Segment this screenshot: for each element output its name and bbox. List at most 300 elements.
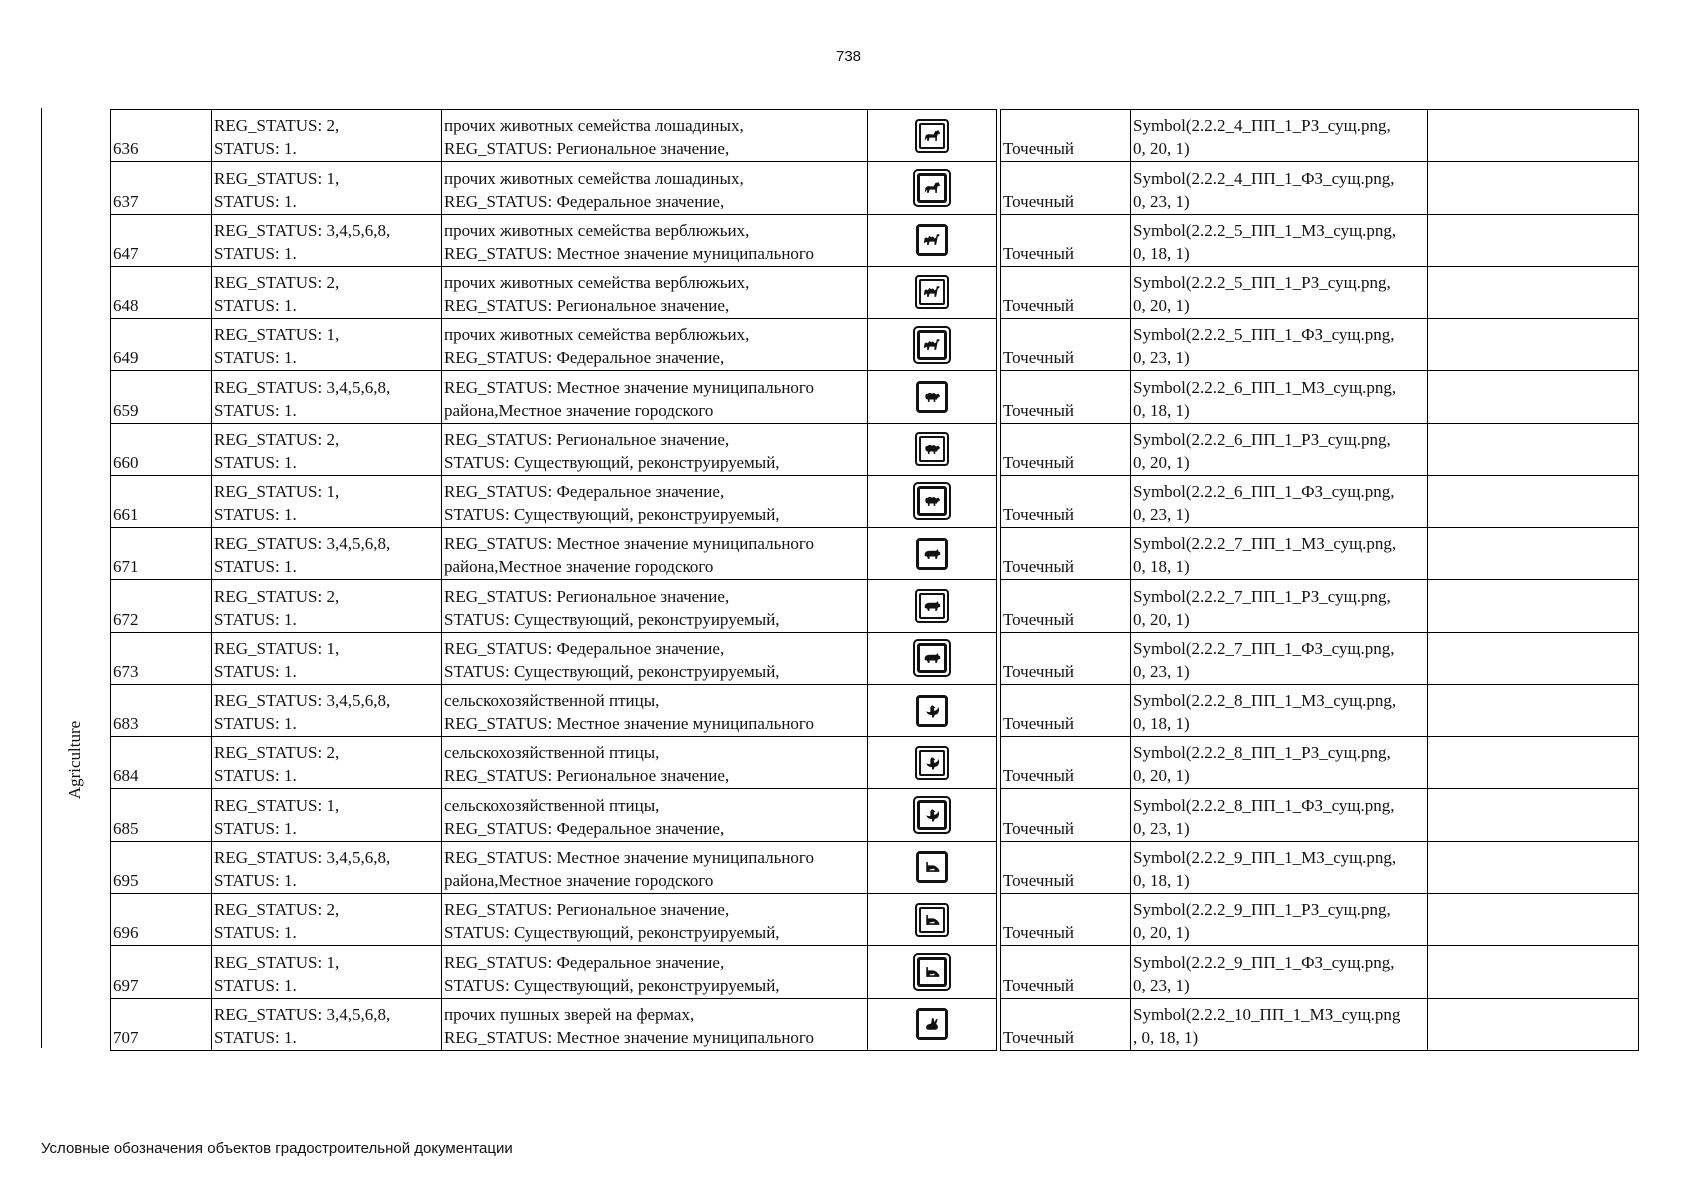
style-cell — [1131, 789, 1428, 841]
description-cell-line: прочих животных семейства верблюжьих, — [444, 220, 750, 240]
style-cell — [1131, 998, 1428, 1050]
geometry-cell — [1001, 841, 1131, 893]
sheep-icon — [913, 482, 951, 520]
table-row — [111, 841, 1639, 893]
filter-cell-line: STATUS: 1. — [214, 870, 297, 890]
description-cell — [442, 371, 868, 423]
description-cell-line: STATUS: Существующий, реконструируемый, — [444, 975, 780, 995]
pig-icon — [915, 589, 949, 623]
style-cell — [1131, 737, 1428, 789]
row-id-cell — [111, 998, 212, 1050]
style-cell-line: Symbol(2.2.2_4_ПП_1_РЗ_сущ.png, — [1133, 116, 1391, 136]
style-cell — [1131, 580, 1428, 632]
table-row — [111, 632, 1639, 684]
description-cell — [442, 214, 868, 266]
geometry-cell-line: Точечный — [1003, 505, 1075, 525]
symbol-cell — [868, 475, 997, 527]
symbol-cell — [868, 319, 997, 371]
description-cell — [442, 162, 868, 214]
style-cell-line: Symbol(2.2.2_9_ПП_1_ФЗ_сущ.png, — [1133, 952, 1395, 972]
poultry-icon — [913, 796, 951, 834]
style-cell — [1131, 423, 1428, 475]
row-id-cell — [111, 632, 212, 684]
filter-cell — [212, 110, 442, 162]
empty-cell — [1428, 632, 1639, 684]
row-id-cell-line: 647 — [113, 243, 139, 263]
filter-cell-line: STATUS: 1. — [214, 557, 297, 577]
symbol-cell — [868, 423, 997, 475]
geometry-cell — [1001, 684, 1131, 736]
geometry-cell-line: Точечный — [1003, 766, 1075, 786]
row-id-cell-line: 685 — [113, 818, 139, 838]
filter-cell-line: REG_STATUS: 1, — [214, 952, 340, 972]
filter-cell-line: STATUS: 1. — [214, 766, 297, 786]
fish-icon — [916, 851, 948, 883]
document-footer: Условные обозначения объектов градостроительной документации — [41, 1140, 513, 1157]
style-cell-line: 0, 18, 1) — [1133, 870, 1190, 890]
filter-cell-line: STATUS: 1. — [214, 243, 297, 263]
row-id-cell — [111, 684, 212, 736]
geometry-cell — [1001, 214, 1131, 266]
description-cell — [442, 110, 868, 162]
filter-cell-line: STATUS: 1. — [214, 975, 297, 995]
description-cell — [442, 475, 868, 527]
filter-cell — [212, 266, 442, 318]
style-cell — [1131, 684, 1428, 736]
filter-cell-line: REG_STATUS: 2, — [214, 900, 340, 920]
description-cell-line: REG_STATUS: Региональное значение, — [444, 139, 730, 159]
description-cell-line: REG_STATUS: Местное значение муниципального — [444, 377, 814, 397]
geometry-cell — [1001, 737, 1131, 789]
side-rule — [41, 108, 42, 1048]
geometry-cell-line: Точечный — [1003, 400, 1075, 420]
style-cell-line: Symbol(2.2.2_6_ПП_1_ФЗ_сущ.png, — [1133, 482, 1395, 502]
description-cell — [442, 423, 868, 475]
sheep-icon — [916, 381, 948, 413]
filter-cell-line: STATUS: 1. — [214, 609, 297, 629]
table-row — [111, 319, 1639, 371]
symbol-cell — [868, 371, 997, 423]
rabbit-icon — [916, 1008, 948, 1040]
camel-icon — [913, 326, 951, 364]
style-cell-line: Symbol(2.2.2_10_ПП_1_МЗ_сущ.png — [1133, 1005, 1401, 1024]
style-cell — [1131, 893, 1428, 945]
style-cell-line: 0, 18, 1) — [1133, 400, 1190, 420]
filter-cell-line: REG_STATUS: 1, — [214, 482, 340, 502]
symbol-legend-table — [110, 109, 1639, 1051]
row-id-cell-line: 696 — [113, 923, 139, 943]
style-cell-line: 0, 18, 1) — [1133, 557, 1190, 577]
style-cell-line: 0, 23, 1) — [1133, 661, 1190, 681]
filter-cell-line: REG_STATUS: 1, — [214, 795, 340, 815]
description-cell-line: REG_STATUS: Местное значение муниципального — [444, 243, 814, 263]
filter-cell-line: STATUS: 1. — [214, 505, 297, 525]
table-row — [111, 946, 1639, 998]
style-cell-line: Symbol(2.2.2_4_ПП_1_ФЗ_сущ.png, — [1133, 168, 1395, 188]
description-cell-line: REG_STATUS: Федеральное значение, — [444, 348, 725, 368]
style-cell-line: 0, 23, 1) — [1133, 191, 1190, 211]
filter-cell-line: REG_STATUS: 3,4,5,6,8, — [214, 691, 391, 711]
geometry-cell — [1001, 371, 1131, 423]
style-cell — [1131, 319, 1428, 371]
description-cell-line: STATUS: Существующий, реконструируемый, — [444, 661, 780, 681]
geometry-cell-line: Точечный — [1003, 714, 1075, 734]
geometry-cell-line: Точечный — [1003, 348, 1075, 368]
description-cell — [442, 789, 868, 841]
description-cell-line: REG_STATUS: Региональное значение, — [444, 586, 730, 606]
table-row — [111, 737, 1639, 789]
poultry-icon — [916, 695, 948, 727]
row-id-cell — [111, 475, 212, 527]
geometry-cell — [1001, 580, 1131, 632]
row-id-cell — [111, 423, 212, 475]
description-cell-line: REG_STATUS: Федеральное значение, — [444, 191, 725, 211]
description-cell-line: REG_STATUS: Федеральное значение, — [444, 638, 725, 658]
row-id-cell-line: 671 — [113, 557, 139, 577]
empty-cell — [1428, 214, 1639, 266]
row-id-cell-line: 683 — [113, 714, 139, 734]
table-row — [111, 423, 1639, 475]
symbol-cell — [868, 528, 997, 580]
geometry-cell-line: Точечный — [1003, 139, 1075, 159]
row-id-cell — [111, 841, 212, 893]
empty-cell — [1428, 162, 1639, 214]
table-row — [111, 266, 1639, 318]
filter-cell-line: STATUS: 1. — [214, 452, 297, 472]
empty-cell — [1428, 423, 1639, 475]
style-cell-line: Symbol(2.2.2_5_ПП_1_ФЗ_сущ.png, — [1133, 325, 1395, 345]
geometry-cell-line: Точечный — [1003, 870, 1075, 890]
filter-cell — [212, 371, 442, 423]
table-row — [111, 110, 1639, 162]
symbol-cell — [868, 632, 997, 684]
description-cell-line: REG_STATUS: Местное значение муниципального — [444, 714, 814, 734]
description-cell-line: прочих животных семейства верблюжьих, — [444, 273, 750, 293]
style-cell-line: Symbol(2.2.2_9_ПП_1_РЗ_сущ.png, — [1133, 900, 1391, 920]
geometry-cell — [1001, 162, 1131, 214]
row-id-cell — [111, 266, 212, 318]
row-id-cell-line: 672 — [113, 609, 139, 629]
style-cell-line: Symbol(2.2.2_7_ПП_1_МЗ_сущ.png, — [1133, 534, 1397, 554]
empty-cell — [1428, 946, 1639, 998]
filter-cell-line: REG_STATUS: 3,4,5,6,8, — [214, 220, 391, 240]
filter-cell-line: REG_STATUS: 1, — [214, 325, 340, 345]
row-id-cell-line: 649 — [113, 348, 139, 368]
geometry-cell-line: Точечный — [1003, 296, 1075, 316]
row-id-cell — [111, 162, 212, 214]
empty-cell — [1428, 110, 1639, 162]
description-cell-line: STATUS: Существующий, реконструируемый, — [444, 452, 780, 472]
filter-cell-line: REG_STATUS: 2, — [214, 273, 340, 293]
style-cell-line: Symbol(2.2.2_7_ПП_1_ФЗ_сущ.png, — [1133, 638, 1395, 658]
style-cell-line: 0, 20, 1) — [1133, 452, 1190, 472]
style-cell-line: Symbol(2.2.2_8_ПП_1_ФЗ_сущ.png, — [1133, 795, 1395, 815]
description-cell-line: прочих пушных зверей на фермах, — [444, 1005, 695, 1024]
description-cell — [442, 580, 868, 632]
description-cell-line: сельскохозяйственной птицы, — [444, 691, 660, 711]
style-cell — [1131, 475, 1428, 527]
style-cell-line: Symbol(2.2.2_5_ПП_1_МЗ_сущ.png, — [1133, 220, 1397, 240]
description-cell-line: REG_STATUS: Региональное значение, — [444, 429, 730, 449]
filter-cell-line: STATUS: 1. — [214, 818, 297, 838]
filter-cell — [212, 893, 442, 945]
geometry-cell-line: Точечный — [1003, 1028, 1075, 1047]
row-id-cell-line: 697 — [113, 975, 139, 995]
description-cell — [442, 684, 868, 736]
description-cell-line: прочих животных семейства верблюжьих, — [444, 325, 750, 345]
empty-cell — [1428, 684, 1639, 736]
style-cell — [1131, 946, 1428, 998]
style-cell-line: 0, 23, 1) — [1133, 505, 1190, 525]
filter-cell — [212, 528, 442, 580]
table-row — [111, 789, 1639, 841]
style-cell-line: 0, 20, 1) — [1133, 609, 1190, 629]
style-cell-line: Symbol(2.2.2_7_ПП_1_РЗ_сущ.png, — [1133, 586, 1391, 606]
sheep-icon — [915, 432, 949, 466]
row-id-cell — [111, 319, 212, 371]
fish-icon — [915, 903, 949, 937]
geometry-cell-line: Точечный — [1003, 661, 1075, 681]
table-row — [111, 528, 1639, 580]
filter-cell — [212, 841, 442, 893]
empty-cell — [1428, 371, 1639, 423]
geometry-cell — [1001, 266, 1131, 318]
description-cell — [442, 266, 868, 318]
description-cell-line: REG_STATUS: Местное значение муниципального — [444, 847, 814, 867]
filter-cell-line: STATUS: 1. — [214, 348, 297, 368]
filter-cell-line: STATUS: 1. — [214, 661, 297, 681]
description-cell — [442, 893, 868, 945]
geometry-cell-line: Точечный — [1003, 557, 1075, 577]
table-row — [111, 475, 1639, 527]
description-cell — [442, 319, 868, 371]
style-cell-line: Symbol(2.2.2_8_ПП_1_МЗ_сущ.png, — [1133, 691, 1397, 711]
description-cell — [442, 632, 868, 684]
filter-cell-line: STATUS: 1. — [214, 400, 297, 420]
geometry-cell-line: Точечный — [1003, 243, 1075, 263]
filter-cell-line: STATUS: 1. — [214, 296, 297, 316]
empty-cell — [1428, 737, 1639, 789]
style-cell — [1131, 528, 1428, 580]
style-cell-line: Symbol(2.2.2_5_ПП_1_РЗ_сущ.png, — [1133, 273, 1391, 293]
style-cell — [1131, 841, 1428, 893]
filter-cell-line: STATUS: 1. — [214, 923, 297, 943]
row-id-cell-line: 659 — [113, 400, 139, 420]
row-id-cell — [111, 789, 212, 841]
symbol-cell — [868, 266, 997, 318]
empty-cell — [1428, 789, 1639, 841]
filter-cell-line: REG_STATUS: 2, — [214, 586, 340, 606]
description-cell-line: REG_STATUS: Местное значение муниципального — [444, 1028, 814, 1047]
description-cell-line: REG_STATUS: Региональное значение, — [444, 766, 730, 786]
symbol-cell — [868, 893, 997, 945]
style-cell-line: Symbol(2.2.2_8_ПП_1_РЗ_сущ.png, — [1133, 743, 1391, 763]
geometry-cell — [1001, 632, 1131, 684]
description-cell-line: сельскохозяйственной птицы, — [444, 743, 660, 763]
empty-cell — [1428, 475, 1639, 527]
description-cell-line: REG_STATUS: Местное значение муниципального — [444, 534, 814, 554]
style-cell-line: 0, 20, 1) — [1133, 766, 1190, 786]
symbol-cell — [868, 110, 997, 162]
geometry-cell — [1001, 893, 1131, 945]
empty-cell — [1428, 893, 1639, 945]
description-cell-line: сельскохозяйственной птицы, — [444, 795, 660, 815]
description-cell-line: REG_STATUS: Федеральное значение, — [444, 818, 725, 838]
empty-cell — [1428, 580, 1639, 632]
row-id-cell — [111, 110, 212, 162]
style-cell — [1131, 266, 1428, 318]
empty-cell — [1428, 528, 1639, 580]
row-id-cell — [111, 214, 212, 266]
style-cell-line: 0, 23, 1) — [1133, 818, 1190, 838]
symbol-cell — [868, 737, 997, 789]
style-cell-line: Symbol(2.2.2_9_ПП_1_МЗ_сущ.png, — [1133, 847, 1397, 867]
row-id-cell-line: 661 — [113, 505, 139, 525]
geometry-cell — [1001, 528, 1131, 580]
filter-cell — [212, 998, 442, 1050]
geometry-cell — [1001, 423, 1131, 475]
filter-cell — [212, 789, 442, 841]
pig-icon — [913, 639, 951, 677]
symbol-cell — [868, 684, 997, 736]
filter-cell — [212, 319, 442, 371]
empty-cell — [1428, 841, 1639, 893]
empty-cell — [1428, 998, 1639, 1050]
empty-cell — [1428, 266, 1639, 318]
description-cell — [442, 528, 868, 580]
row-id-cell — [111, 737, 212, 789]
filter-cell-line: REG_STATUS: 2, — [214, 743, 340, 763]
style-cell-line: , 0, 18, 1) — [1133, 1028, 1199, 1047]
row-id-cell — [111, 371, 212, 423]
table-row — [111, 371, 1639, 423]
description-cell-line: STATUS: Существующий, реконструируемый, — [444, 923, 780, 943]
symbol-cell — [868, 841, 997, 893]
description-cell-line: прочих животных семейства лошадиных, — [444, 116, 744, 136]
horse-icon — [913, 169, 951, 207]
table-row — [111, 580, 1639, 632]
filter-cell-line: REG_STATUS: 2, — [214, 116, 340, 136]
filter-cell-line: STATUS: 1. — [214, 139, 297, 159]
style-cell — [1131, 632, 1428, 684]
table-row — [111, 893, 1639, 945]
description-cell-line: прочих животных семейства лошадиных, — [444, 168, 744, 188]
row-id-cell-line: 707 — [113, 1028, 139, 1047]
geometry-cell-line: Точечный — [1003, 923, 1075, 943]
description-cell-line: STATUS: Существующий, реконструируемый, — [444, 505, 780, 525]
style-cell — [1131, 371, 1428, 423]
description-cell-line: REG_STATUS: Федеральное значение, — [444, 952, 725, 972]
style-cell-line: 0, 20, 1) — [1133, 139, 1190, 159]
row-id-cell-line: 695 — [113, 870, 139, 890]
geometry-cell-line: Точечный — [1003, 609, 1075, 629]
geometry-cell-line: Точечный — [1003, 191, 1075, 211]
filter-cell — [212, 684, 442, 736]
row-id-cell — [111, 580, 212, 632]
description-cell — [442, 841, 868, 893]
filter-cell-line: REG_STATUS: 1, — [214, 638, 340, 658]
description-cell-line: REG_STATUS: Региональное значение, — [444, 900, 730, 920]
style-cell-line: 0, 20, 1) — [1133, 923, 1190, 943]
description-cell-line: STATUS: Существующий, реконструируемый, — [444, 609, 780, 629]
description-cell-line: района,Местное значение городского — [444, 870, 714, 890]
geometry-cell — [1001, 475, 1131, 527]
filter-cell-line: REG_STATUS: 3,4,5,6,8, — [214, 1005, 391, 1024]
filter-cell-line: REG_STATUS: 3,4,5,6,8, — [214, 377, 391, 397]
pig-icon — [916, 538, 948, 570]
description-cell — [442, 946, 868, 998]
empty-cell — [1428, 319, 1639, 371]
filter-cell-line: STATUS: 1. — [214, 191, 297, 211]
description-cell-line: района,Местное значение городского — [444, 557, 714, 577]
style-cell-line: 0, 23, 1) — [1133, 348, 1190, 368]
row-id-cell — [111, 946, 212, 998]
camel-icon — [916, 224, 948, 256]
filter-cell — [212, 162, 442, 214]
style-cell — [1131, 214, 1428, 266]
style-cell-line: Symbol(2.2.2_6_ПП_1_РЗ_сущ.png, — [1133, 429, 1391, 449]
geometry-cell-line: Точечный — [1003, 452, 1075, 472]
style-cell-line: 0, 18, 1) — [1133, 714, 1190, 734]
filter-cell-line: REG_STATUS: 3,4,5,6,8, — [214, 534, 391, 554]
style-cell-line: 0, 23, 1) — [1133, 975, 1190, 995]
section-label: Agriculture — [65, 720, 84, 800]
style-cell-line: Symbol(2.2.2_6_ПП_1_МЗ_сущ.png, — [1133, 377, 1397, 397]
poultry-icon — [915, 746, 949, 780]
filter-cell — [212, 475, 442, 527]
symbol-cell — [868, 214, 997, 266]
description-cell — [442, 998, 868, 1050]
table-row — [111, 998, 1639, 1050]
row-id-cell-line: 660 — [113, 452, 139, 472]
geometry-cell-line: Точечный — [1003, 975, 1075, 995]
geometry-cell — [1001, 319, 1131, 371]
table-row — [111, 214, 1639, 266]
description-cell-line: REG_STATUS: Федеральное значение, — [444, 482, 725, 502]
geometry-cell — [1001, 946, 1131, 998]
filter-cell — [212, 946, 442, 998]
symbol-cell — [868, 162, 997, 214]
description-cell — [442, 737, 868, 789]
description-cell-line: REG_STATUS: Региональное значение, — [444, 296, 730, 316]
style-cell-line: 0, 18, 1) — [1133, 243, 1190, 263]
row-id-cell — [111, 893, 212, 945]
filter-cell — [212, 423, 442, 475]
camel-icon — [915, 275, 949, 309]
filter-cell-line: REG_STATUS: 2, — [214, 429, 340, 449]
geometry-cell-line: Точечный — [1003, 818, 1075, 838]
filter-cell — [212, 580, 442, 632]
geometry-cell — [1001, 110, 1131, 162]
filter-cell-line: STATUS: 1. — [214, 1028, 297, 1047]
style-cell — [1131, 162, 1428, 214]
geometry-cell — [1001, 789, 1131, 841]
row-id-cell-line: 648 — [113, 296, 139, 316]
symbol-cell — [868, 946, 997, 998]
page-number: 738 — [835, 48, 862, 65]
style-cell — [1131, 110, 1428, 162]
row-id-cell-line: 636 — [113, 139, 139, 159]
symbol-cell — [868, 998, 997, 1050]
filter-cell-line: STATUS: 1. — [214, 714, 297, 734]
fish-icon — [913, 953, 951, 991]
row-id-cell-line: 673 — [113, 661, 139, 681]
filter-cell — [212, 214, 442, 266]
table-row — [111, 684, 1639, 736]
style-cell-line: 0, 20, 1) — [1133, 296, 1190, 316]
description-cell-line: района,Местное значение городского — [444, 400, 714, 420]
filter-cell — [212, 632, 442, 684]
